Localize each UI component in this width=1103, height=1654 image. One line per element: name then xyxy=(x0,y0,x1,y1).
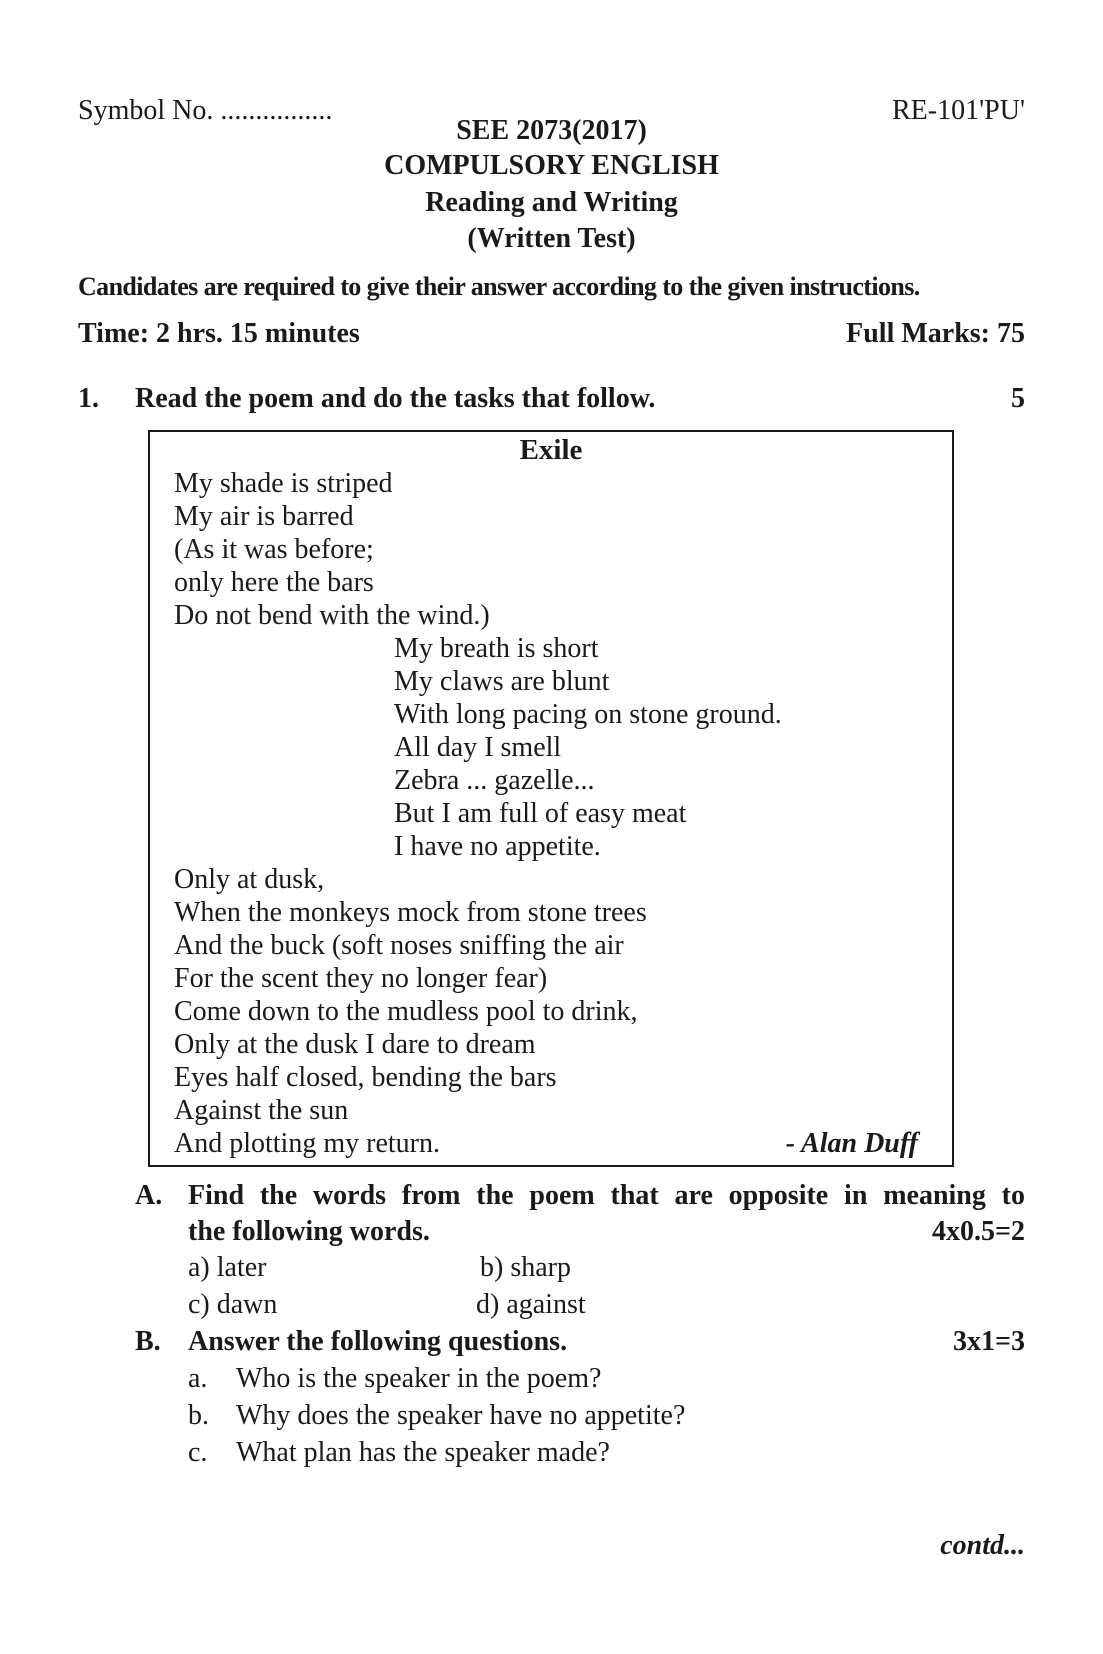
poem-line: (As it was before; xyxy=(174,534,374,565)
test-type: (Written Test) xyxy=(467,223,636,254)
poem-line: But I am full of easy meat xyxy=(394,798,687,829)
poem-line: My claws are blunt xyxy=(394,666,610,697)
section-b-item-label: a. xyxy=(188,1363,208,1394)
paper-title: Reading and Writing xyxy=(425,187,678,218)
section-b-item-label: b. xyxy=(188,1400,209,1431)
paper-code: RE-101'PU' xyxy=(892,95,1025,126)
subject-title: COMPULSORY ENGLISH xyxy=(384,150,719,181)
full-marks: Full Marks: 75 xyxy=(846,318,1025,349)
symbol-number: Symbol No. ................ xyxy=(78,95,333,126)
poem-line: Come down to the mudless pool to drink, xyxy=(174,996,638,1027)
section-b-item-text: What plan has the speaker made? xyxy=(236,1437,610,1468)
poem-line: I have no appetite. xyxy=(394,831,601,862)
continued-note: contd... xyxy=(940,1530,1025,1561)
poem-line: And plotting my return. xyxy=(174,1128,440,1159)
poem-line: Eyes half closed, bending the bars xyxy=(174,1062,557,1093)
question-number: 1. xyxy=(78,383,99,414)
exam-title: SEE 2073(2017) xyxy=(456,115,647,146)
section-a-prompt: Find the words from the poem that are opposite in meaning to xyxy=(188,1180,1025,1211)
poem-line: only here the bars xyxy=(174,567,374,598)
section-b-item-label: c. xyxy=(188,1437,208,1468)
poem-line: When the monkeys mock from stone trees xyxy=(174,897,647,928)
section-b-prompt: Answer the following questions. xyxy=(188,1326,568,1357)
time-allowed: Time: 2 hrs. 15 minutes xyxy=(78,318,360,349)
poem-line: My breath is short xyxy=(394,633,599,664)
section-b-letter: B. xyxy=(135,1326,161,1357)
instruction: Candidates are required to give their answer according to the given instructions. xyxy=(78,272,920,301)
poem-line: All day I smell xyxy=(394,732,562,763)
poem-line: For the scent they no longer fear) xyxy=(174,963,548,994)
section-b-item-text: Who is the speaker in the poem? xyxy=(236,1363,602,1394)
question-marks: 5 xyxy=(1011,383,1025,414)
section-b-item-text: Why does the speaker have no appetite? xyxy=(236,1400,686,1431)
poem-line: Only at the dusk I dare to dream xyxy=(174,1029,536,1060)
poem-line: My shade is striped xyxy=(174,468,393,499)
section-a-item: c) dawn xyxy=(188,1289,278,1320)
section-a-item: b) sharp xyxy=(480,1252,571,1283)
section-a-prompt-cont: the following words. xyxy=(188,1216,430,1247)
poem-title: Exile xyxy=(519,434,583,466)
question-prompt: Read the poem and do the tasks that follow. xyxy=(135,383,656,414)
poem-line: My air is barred xyxy=(174,501,354,532)
poem-line: Zebra ... gazelle... xyxy=(394,765,595,796)
section-b-marks: 3x1=3 xyxy=(953,1326,1025,1357)
poem-line: Only at dusk, xyxy=(174,864,325,895)
poem-box xyxy=(148,430,954,1167)
poem-line: Against the sun xyxy=(174,1095,349,1126)
section-a-item: d) against xyxy=(476,1289,586,1320)
poem-line: Do not bend with the wind.) xyxy=(174,600,490,631)
poem-line: And the buck (soft noses sniffing the air xyxy=(174,930,624,961)
poem-line: With long pacing on stone ground. xyxy=(394,699,782,730)
poem-author: - Alan Duff xyxy=(785,1128,918,1159)
section-a-letter: A. xyxy=(135,1180,163,1211)
section-a-item: a) later xyxy=(188,1252,267,1283)
section-a-marks: 4x0.5=2 xyxy=(932,1216,1025,1247)
